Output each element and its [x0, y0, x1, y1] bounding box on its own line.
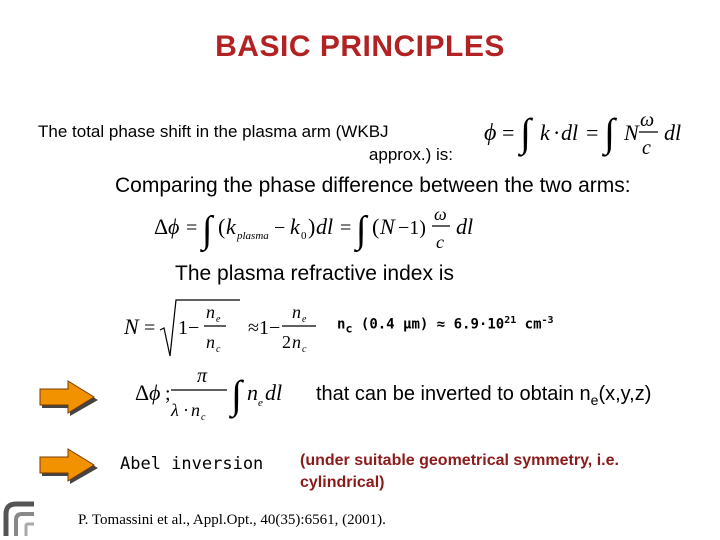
intro-text — [38, 120, 463, 166]
svg-text:=: = — [586, 120, 599, 145]
svg-text:(: ( — [372, 214, 380, 239]
svg-text:=: = — [340, 217, 352, 239]
svg-text:n: n — [247, 380, 258, 405]
svg-text:e: e — [302, 314, 307, 325]
arrow-right-icon — [38, 380, 100, 416]
critical-density-sub: c — [345, 321, 353, 336]
svg-text:ϕ: ϕ — [149, 380, 161, 405]
svg-text:ϕ: ϕ — [484, 120, 497, 146]
svg-text:N: N — [624, 120, 639, 145]
inversion-suffix: (x,y,z) — [598, 383, 652, 405]
svg-text:;: ; — [165, 383, 171, 405]
svg-text:(: ( — [218, 214, 226, 239]
svg-text:−: − — [274, 217, 286, 239]
svg-text:Δ: Δ — [154, 214, 169, 239]
svg-text:ω: ω — [640, 109, 655, 131]
svg-text:ϕ: ϕ — [168, 214, 180, 239]
svg-text:n: n — [206, 332, 215, 352]
phase-difference-equation — [150, 198, 500, 260]
svg-text:N: N — [124, 314, 139, 339]
abel-inversion-label: Abel inversion — [120, 454, 264, 474]
institution-logo-icon — [0, 498, 40, 538]
svg-text:ω: ω — [434, 204, 447, 224]
svg-text:π: π — [197, 365, 208, 387]
svg-text:dl: dl — [561, 120, 579, 145]
phase-inversion-equation — [135, 364, 315, 432]
inversion-text — [316, 383, 651, 408]
svg-text:n: n — [206, 302, 215, 322]
svg-text:∫: ∫ — [231, 372, 242, 417]
svg-text:∫: ∫ — [520, 110, 531, 155]
refractive-index-text: The plasma refractive index is — [175, 262, 454, 285]
svg-text:·: · — [553, 120, 561, 145]
refractive-index-equation — [120, 296, 335, 364]
svg-text:c: c — [642, 137, 651, 159]
svg-text:dl: dl — [265, 380, 283, 405]
svg-text:=: = — [144, 317, 156, 339]
svg-text:c: c — [436, 232, 444, 252]
svg-text:k: k — [540, 120, 550, 145]
svg-text:∫: ∫ — [202, 209, 213, 251]
intro-line-1: The total phase shift in the plasma arm (WKBJ — [38, 122, 389, 141]
svg-text:k: k — [226, 214, 236, 239]
critical-density-value: (0.4 μm) ≈ 6.9·10 — [352, 316, 505, 333]
svg-text:−1): −1) — [398, 217, 426, 239]
svg-text:e: e — [216, 314, 221, 325]
svg-text:plasma: plasma — [237, 230, 269, 242]
svg-text:n: n — [191, 400, 200, 420]
symmetry-note: (under suitable geometrical symmetry, i.e. cylindrical) — [300, 452, 619, 491]
intro-line-2: approx.) is: — [368, 145, 453, 164]
svg-text:2: 2 — [282, 332, 291, 352]
phase-shift-equation — [480, 100, 710, 165]
critical-density-exponent: 21 — [504, 315, 517, 326]
svg-text:c: c — [302, 344, 307, 355]
svg-text:dl: dl — [456, 214, 474, 239]
svg-text:=: = — [186, 217, 198, 239]
svg-text:N: N — [380, 214, 395, 239]
svg-text:0: 0 — [301, 230, 307, 242]
svg-text:1−: 1− — [178, 317, 200, 339]
svg-text:=: = — [502, 120, 515, 145]
svg-text:∫: ∫ — [604, 110, 615, 155]
svg-text:): ) — [308, 214, 316, 239]
svg-text:n: n — [292, 332, 301, 352]
critical-density-note — [337, 315, 554, 335]
comparing-text: Comparing the phase difference between the two arms: — [115, 174, 631, 197]
svg-text:Δ: Δ — [135, 380, 150, 405]
svg-text:n: n — [292, 302, 301, 322]
svg-text:k: k — [290, 214, 300, 239]
critical-density-unit-exponent: -3 — [541, 315, 554, 326]
arrow-right-icon — [38, 448, 100, 484]
reference-citation: P. Tomassini et al., Appl.Opt., 40(35):6561, (2001). — [78, 512, 386, 528]
svg-text:e: e — [258, 397, 263, 409]
svg-text:c: c — [216, 344, 221, 355]
svg-text:dl: dl — [316, 214, 334, 239]
svg-text:·: · — [183, 400, 189, 420]
svg-text:c: c — [201, 412, 206, 423]
svg-text:dl: dl — [664, 120, 682, 145]
critical-density-symbol: n — [337, 316, 346, 333]
inversion-main: that can be inverted to obtain n — [316, 383, 591, 405]
svg-text:∫: ∫ — [356, 209, 367, 251]
svg-text:≈1−: ≈1− — [248, 317, 281, 339]
critical-density-unit: cm — [516, 316, 542, 333]
page-title: BASIC PRINCIPLES — [215, 30, 505, 63]
svg-text:λ: λ — [171, 400, 179, 420]
inversion-sub: e — [590, 392, 599, 408]
